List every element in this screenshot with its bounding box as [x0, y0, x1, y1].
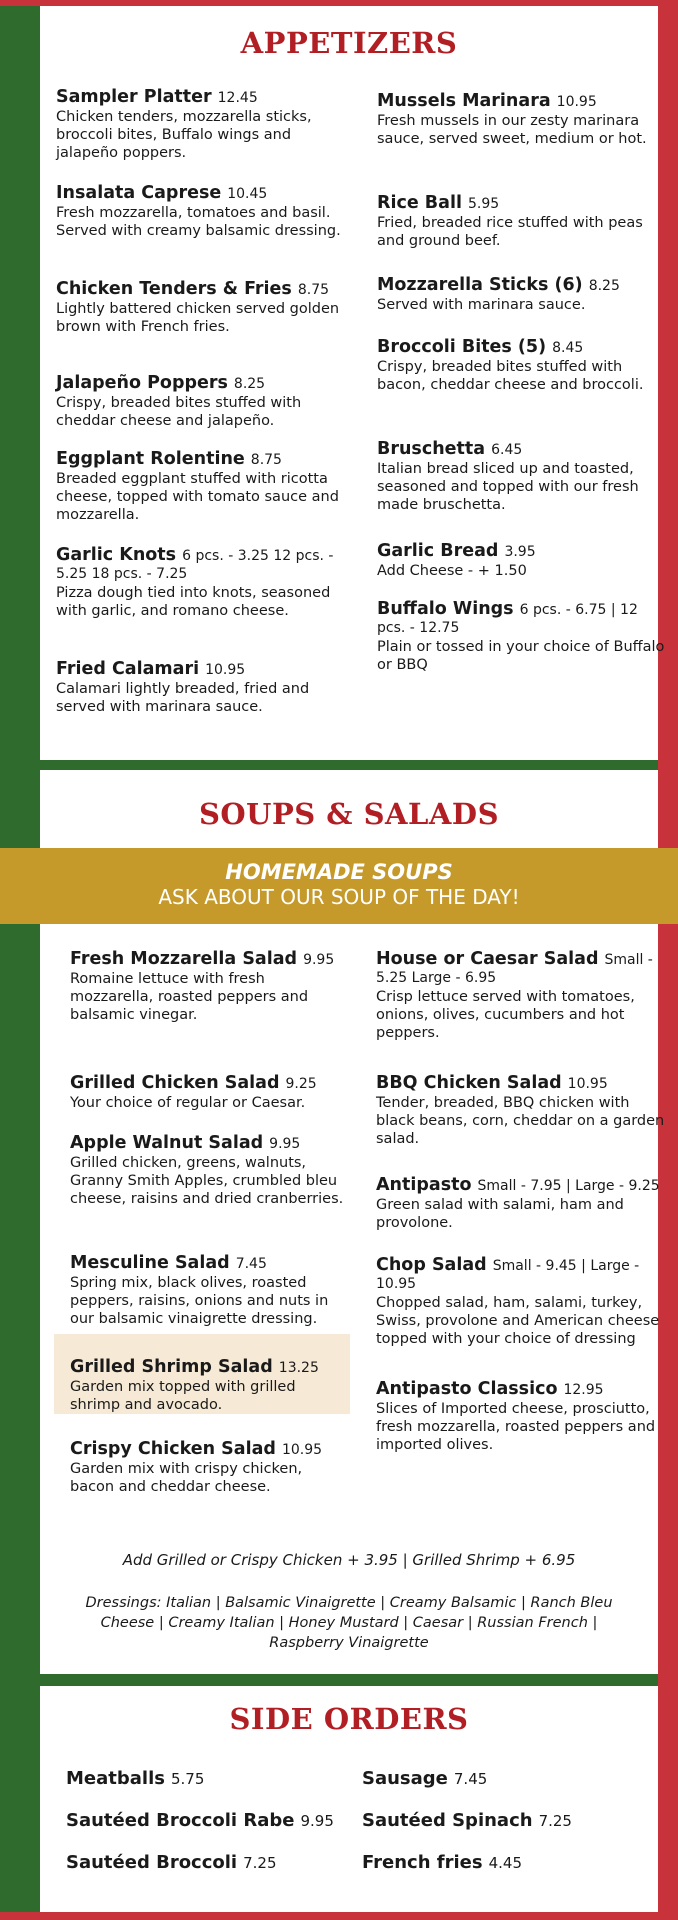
item-description: Served with marinara sauce.	[377, 297, 586, 313]
item-price: 9.95	[269, 1136, 301, 1152]
menu-item	[377, 440, 667, 514]
item-description: Chopped salad, ham, salami, turkey, Swiss, provolone and American cheese topped with your choice of dressing	[376, 1295, 660, 1347]
menu-item	[70, 1074, 350, 1112]
side-name: French fries	[362, 1852, 483, 1873]
item-name: Buffalo Wings	[377, 599, 514, 619]
item-price: 10.95	[205, 662, 246, 678]
item-name: Antipasto	[376, 1175, 472, 1195]
addons-note: Add Grilled or Crispy Chicken + 3.95 | Grilled Shrimp + 6.95	[122, 1551, 576, 1569]
item-description: Spring mix, black olives, roasted peppers, raisins, onions and nuts in our balsamic vinaigrette dressing.	[70, 1275, 329, 1327]
menu-item	[56, 280, 356, 336]
item-description: Calamari lightly breaded, fried and served with marinara sauce.	[56, 681, 310, 715]
item-price: 8.75	[297, 282, 330, 298]
side-order-item	[66, 1852, 277, 1873]
item-price: 8.75	[250, 452, 282, 468]
item-description: Garden mix with crispy chicken, bacon and cheddar cheese.	[70, 1461, 303, 1495]
item-description: Pizza dough tied into knots, seasoned with garlic, and romano cheese.	[56, 585, 331, 619]
side-name: Sausage	[362, 1768, 448, 1789]
item-name: Crispy Chicken Salad	[70, 1439, 276, 1459]
menu-item	[377, 542, 667, 580]
side-price: 7.25	[243, 1854, 277, 1872]
item-name: Jalapeño Poppers	[56, 373, 228, 393]
menu-item	[377, 92, 667, 148]
item-name: Chop Salad	[376, 1255, 487, 1275]
item-name: Insalata Caprese	[56, 183, 222, 203]
side-order-item	[362, 1852, 522, 1873]
bottom-red-edge	[0, 1912, 678, 1920]
menu-item	[70, 1134, 350, 1208]
item-name: Mussels Marinara	[377, 91, 551, 111]
item-description: Romaine lettuce with fresh mozzarella, roasted peppers and balsamic vinegar.	[70, 971, 309, 1023]
item-price: 5.95	[467, 196, 500, 212]
menu-item	[70, 1358, 350, 1414]
item-description: Lightly battered chicken served golden brown with French fries.	[56, 301, 340, 335]
side-name: Meatballs	[66, 1768, 165, 1789]
item-description: Breaded eggplant stuffed with ricotta cheese, topped with tomato sauce and mozzarella.	[56, 471, 339, 523]
item-name: House or Caesar Salad	[376, 949, 599, 969]
menu-item	[376, 950, 666, 1042]
menu-item	[376, 1380, 666, 1454]
item-description: Fresh mozzarella, tomatoes and basil. Served with creamy balsamic dressing.	[56, 205, 341, 239]
side-orders-title: SIDE ORDERS	[229, 1702, 469, 1736]
item-price: 12.45	[217, 90, 258, 106]
item-description: Chicken tenders, mozzarella sticks, broccoli bites, Buffalo wings and jalapeño poppers.	[56, 109, 312, 161]
item-name: Bruschetta	[377, 439, 486, 459]
side-name: Sautéed Broccoli Rabe	[66, 1810, 295, 1831]
item-description: Plain or tossed in your choice of Buffalo or BBQ	[377, 639, 665, 673]
item-price: Small - 7.95 | Large - 9.25	[477, 1178, 660, 1194]
item-price: 13.25	[278, 1360, 319, 1376]
menu-item	[56, 660, 356, 716]
item-price: 8.45	[552, 340, 584, 356]
item-description: Green salad with salami, ham and provolone.	[376, 1197, 624, 1231]
soups-salads-title: SOUPS & SALADS	[198, 797, 500, 831]
item-price: 10.95	[567, 1076, 608, 1092]
menu-item	[377, 600, 667, 674]
menu-item	[377, 194, 667, 250]
item-name: Antipasto Classico	[376, 1379, 558, 1399]
item-price: 10.95	[556, 94, 597, 110]
side-order-item	[362, 1810, 572, 1831]
item-description: Fresh mussels in our zesty marinara sauce, served sweet, medium or hot.	[377, 113, 647, 147]
menu-item	[70, 950, 350, 1024]
item-name: Apple Walnut Salad	[70, 1133, 264, 1153]
item-description: Crisp lettuce served with tomatoes, onions, olives, cucumbers and hot peppers.	[376, 989, 635, 1041]
item-price: 3.95	[504, 544, 536, 560]
item-name: Mesculine Salad	[70, 1253, 230, 1273]
item-description: Tender, breaded, BBQ chicken with black beans, corn, cheddar on a garden salad.	[376, 1095, 665, 1147]
item-description: Crispy, breaded bites stuffed with bacon, cheddar cheese and broccoli.	[377, 359, 644, 393]
item-description: Add Cheese - + 1.50	[377, 563, 527, 579]
item-price: 6 pcs. - 6.75 | 12 pcs. - 12.75	[377, 602, 638, 636]
menu-item	[56, 374, 356, 430]
item-name: Grilled Chicken Salad	[70, 1073, 280, 1093]
banner-heading: HOMEMADE SOUPS	[225, 860, 453, 884]
side-price: 9.95	[300, 1812, 334, 1830]
item-name: Eggplant Rolentine	[56, 449, 245, 469]
item-description: Fried, breaded rice stuffed with peas and ground beef.	[377, 215, 643, 249]
menu-item	[377, 338, 667, 394]
side-order-item	[66, 1810, 334, 1831]
appetizers-title: APPETIZERS	[240, 26, 458, 60]
item-price: 9.95	[303, 952, 335, 968]
banner-subheading: ASK ABOUT OUR SOUP OF THE DAY!	[158, 885, 520, 909]
side-name: Sautéed Broccoli	[66, 1852, 238, 1873]
side-name: Sautéed Spinach	[362, 1810, 533, 1831]
item-price: 7.45	[235, 1256, 267, 1272]
item-description: Your choice of regular or Caesar.	[70, 1095, 306, 1111]
item-name: BBQ Chicken Salad	[376, 1073, 562, 1093]
item-name: Mozzarella Sticks (6)	[377, 275, 583, 295]
item-description: Grilled chicken, greens, walnuts, Granny Smith Apples, crumbled bleu cheese, raisins and dried cranberries.	[70, 1155, 344, 1207]
item-name: Grilled Shrimp Salad	[70, 1357, 273, 1377]
section-divider	[40, 760, 658, 770]
side-price: 5.75	[170, 1770, 205, 1788]
menu-item	[70, 1440, 350, 1496]
item-price: 6.45	[491, 442, 523, 458]
item-name: Rice Ball	[377, 193, 462, 213]
item-price: 8.25	[233, 376, 266, 392]
menu-item	[376, 1074, 666, 1148]
item-price: 6 pcs. - 3.25 12 pcs. - 5.25 18 pcs. - 7.25	[56, 548, 334, 582]
menu-item	[56, 88, 356, 162]
item-description: Crispy, breaded bites stuffed with cheddar cheese and jalapeño.	[56, 395, 302, 429]
item-price: 10.45	[227, 186, 268, 202]
menu-item	[376, 1256, 666, 1348]
item-name: Garlic Knots	[56, 545, 177, 565]
item-price: 8.25	[588, 278, 620, 294]
side-order-item	[362, 1768, 487, 1789]
section-divider	[40, 1674, 658, 1686]
side-price: 4.45	[488, 1854, 523, 1872]
green-border-stripe	[0, 0, 40, 1920]
menu-item	[376, 1176, 666, 1232]
dressings-note: Dressings: Italian | Balsamic Vinaigrette | Creamy Balsamic | Ranch Bleu Cheese | Creamy Italian | Honey Mustard | Caesar | Russian French | Raspberry Vinaigrette	[85, 1595, 613, 1651]
side-order-item	[66, 1768, 204, 1789]
item-price: Small - 9.45 | Large - 10.95	[376, 1258, 640, 1292]
menu-item	[56, 546, 356, 620]
item-price: 12.95	[563, 1382, 604, 1398]
item-price: 10.95	[281, 1442, 323, 1458]
item-name: Garlic Bread	[377, 541, 499, 561]
item-description: Slices of Imported cheese, prosciutto, fresh mozzarella, roasted peppers and imported olives.	[376, 1401, 656, 1453]
item-name: Fresh Mozzarella Salad	[70, 949, 298, 969]
item-description: Garden mix topped with grilled shrimp and avocado.	[70, 1379, 296, 1413]
item-name: Sampler Platter	[56, 87, 212, 107]
item-name: Broccoli Bites (5)	[377, 337, 547, 357]
item-price: 9.25	[285, 1076, 317, 1092]
item-price: Small - 5.25 Large - 6.95	[376, 952, 653, 986]
menu-item	[56, 450, 356, 524]
side-price: 7.25	[538, 1812, 572, 1830]
menu-item	[377, 276, 667, 314]
item-name: Fried Calamari	[56, 659, 200, 679]
side-price: 7.45	[453, 1770, 488, 1788]
item-name: Chicken Tenders & Fries	[56, 279, 292, 299]
homemade-soups-banner	[0, 848, 678, 924]
item-description: Italian bread sliced up and toasted, seasoned and topped with our fresh made bruschetta.	[377, 461, 639, 513]
menu-item	[56, 184, 356, 240]
menu-item	[70, 1254, 350, 1328]
